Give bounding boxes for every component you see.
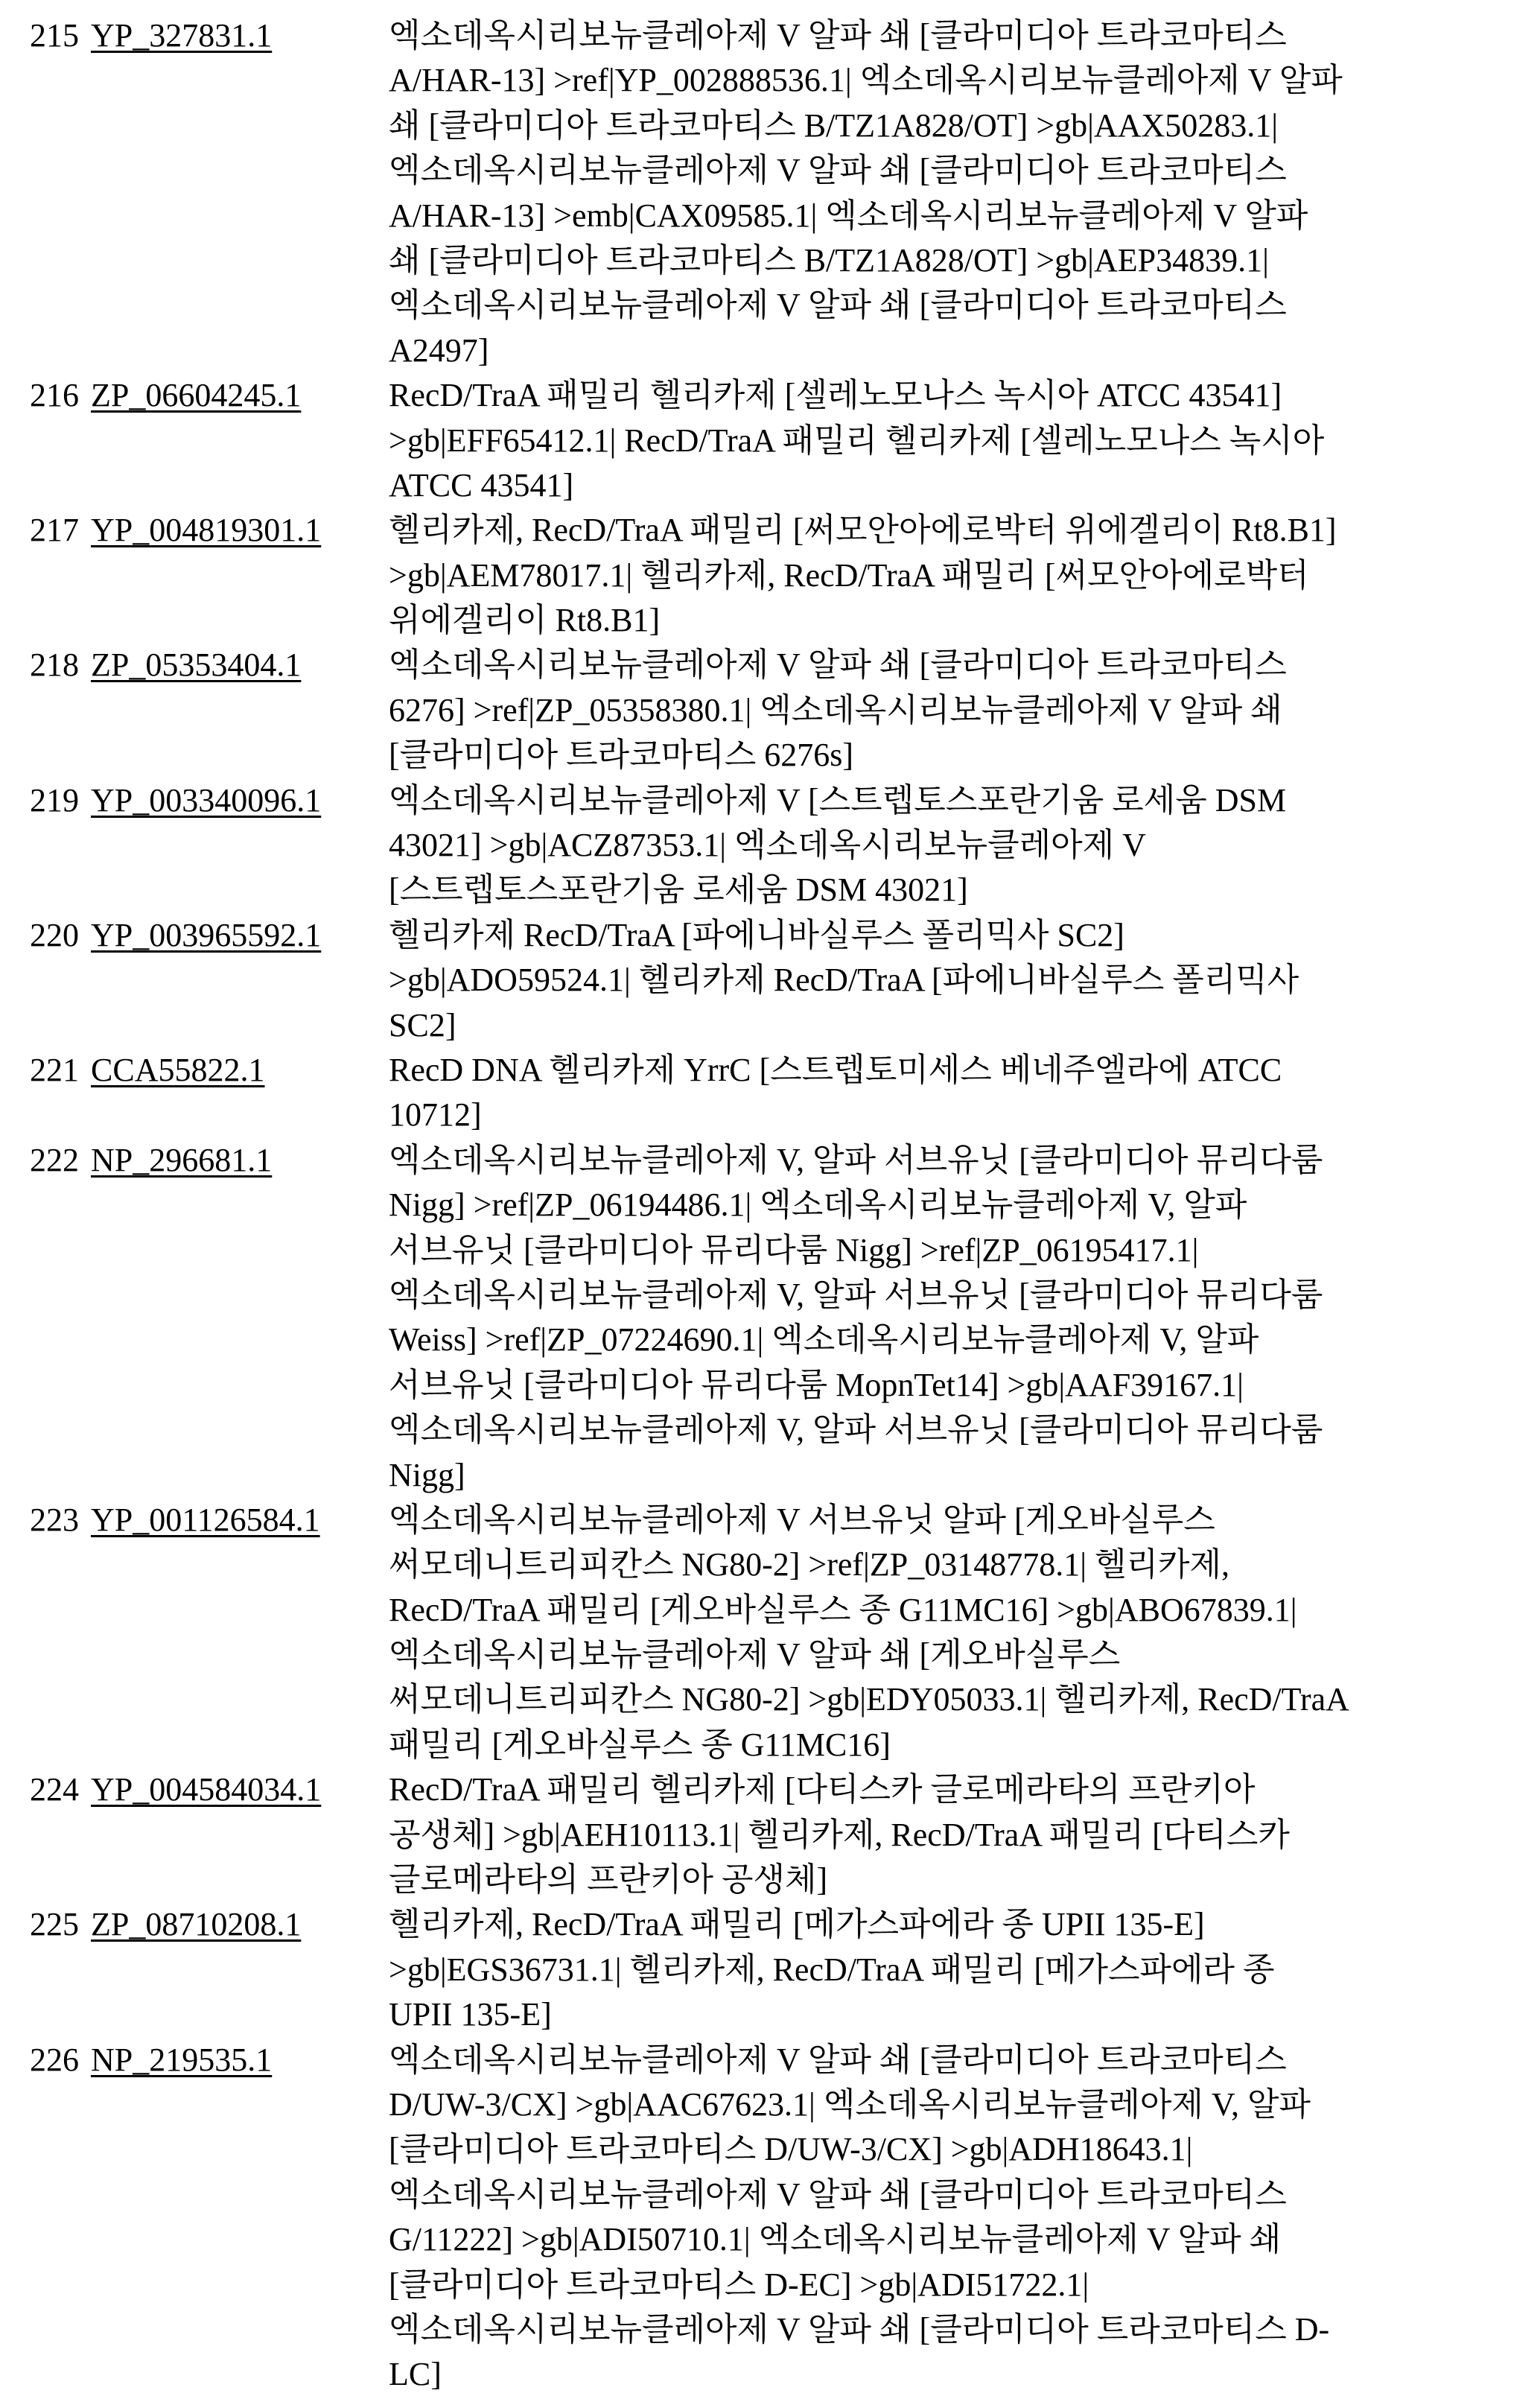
row-number: 222 <box>0 1138 91 1183</box>
description-line: >gb|AEM78017.1| 헬리카제, RecD/TraA 패밀리 [써모안아에로박터 <box>389 553 1491 598</box>
description-line: 엑소데옥시리보뉴클레아제 V 알파 쇄 [클라미디아 트라코마티스 <box>389 283 1491 328</box>
description-line: 엑소데옥시리보뉴클레아제 V, 알파 서브유닛 [클라미디아 뮤리다룸 <box>389 1273 1491 1318</box>
description-line: 헬리카제, RecD/TraA 패밀리 [메가스파에라 종 UPII 135-E] <box>389 1902 1491 1947</box>
table-row <box>0 913 1540 1048</box>
description-line: 엑소데옥시리보뉴클레아제 V 알파 쇄 [클라미디아 트라코마티스 <box>389 643 1491 687</box>
description-line: [클라미디아 트라코마티스 D-EC] >gb|ADI51722.1| <box>389 2263 1491 2307</box>
row-number: 226 <box>0 2038 91 2082</box>
description <box>389 1902 1491 2037</box>
description-line: SC2] <box>389 1003 1491 1048</box>
description-line: 엑소데옥시리보뉴클레아제 V 알파 쇄 [클라미디아 트라코마티스 D- <box>389 2307 1491 2352</box>
description-line: 엑소데옥시리보뉴클레아제 V 알파 쇄 [클라미디아 트라코마티스 <box>389 2038 1491 2082</box>
table-row <box>0 1767 1540 1902</box>
description-line: 헬리카제 RecD/TraA [파에니바실루스 폴리믹사 SC2] <box>389 913 1491 958</box>
description-line: A/HAR-13] >ref|YP_002888536.1| 엑소데옥시리보뉴클레아제 V 알파 <box>389 58 1491 103</box>
table-row <box>0 13 1540 373</box>
description-line: >gb|EFF65412.1| RecD/TraA 패밀리 헬리카제 [셀레노모나스 녹시아 <box>389 419 1491 463</box>
description-line: 엑소데옥시리보뉴클레아제 V 알파 쇄 [클라미디아 트라코마티스 <box>389 148 1491 193</box>
description-line: >gb|ADO59524.1| 헬리카제 RecD/TraA [파에니바실루스 폴리믹사 <box>389 958 1491 1003</box>
table-row <box>0 1138 1540 1498</box>
table-row <box>0 373 1540 508</box>
description-line: [클라미디아 트라코마티스 6276s] <box>389 733 1491 778</box>
row-number: 223 <box>0 1498 91 1542</box>
accession-link[interactable]: YP_004819301.1 <box>91 508 389 553</box>
description-line: 엑소데옥시리보뉴클레아제 V, 알파 서브유닛 [클라미디아 뮤리다룸 <box>389 1408 1491 1452</box>
description-line: 엑소데옥시리보뉴클레아제 V 알파 쇄 [게오바실루스 <box>389 1633 1491 1677</box>
description-line: 공생체] >gb|AEH10113.1| 헬리카제, RecD/TraA 패밀리 [다티스카 <box>389 1813 1491 1858</box>
row-number: 224 <box>0 1767 91 1812</box>
description-line: A/HAR-13] >emb|CAX09585.1| 엑소데옥시리보뉴클레아제 V 알파 <box>389 194 1491 238</box>
description-line: G/11222] >gb|ADI50710.1| 엑소데옥시리보뉴클레아제 V 알파 쇄 <box>389 2217 1491 2262</box>
accession-link[interactable]: NP_219535.1 <box>91 2038 389 2082</box>
table-row <box>0 508 1540 643</box>
row-number: 219 <box>0 778 91 823</box>
description-line: >gb|EGS36731.1| 헬리카제, RecD/TraA 패밀리 [메가스파에라 종 <box>389 1948 1491 1992</box>
description <box>389 778 1491 913</box>
description-line: 엑소데옥시리보뉴클레아제 V 알파 쇄 [클라미디아 트라코마티스 <box>389 13 1491 58</box>
description-line: 6276] >ref|ZP_05358380.1| 엑소데옥시리보뉴클레아제 V 알파 쇄 <box>389 688 1491 733</box>
description-line: RecD/TraA 패밀리 헬리카제 [다티스카 글로메라타의 프란키아 <box>389 1767 1491 1812</box>
description-line: [스트렙토스포란기움 로세움 DSM 43021] <box>389 868 1491 912</box>
accession-link[interactable]: YP_001126584.1 <box>91 1498 389 1542</box>
table-row <box>0 643 1540 778</box>
row-number: 221 <box>0 1048 91 1093</box>
description-line: 써모데니트리피칸스 NG80-2] >ref|ZP_03148778.1| 헬리카제, <box>389 1542 1491 1587</box>
sequence-table <box>0 13 1540 2398</box>
description-line: 헬리카제, RecD/TraA 패밀리 [써모안아에로박터 위에겔리이 Rt8.B1] <box>389 508 1491 553</box>
description-line: Nigg] >ref|ZP_06194486.1| 엑소데옥시리보뉴클레아제 V, 알파 <box>389 1183 1491 1227</box>
table-row <box>0 2038 1540 2398</box>
description-line: 패밀리 [게오바실루스 종 G11MC16] <box>389 1723 1491 1767</box>
description-line: 10712] <box>389 1093 1491 1137</box>
row-number: 215 <box>0 13 91 58</box>
accession-link[interactable]: NP_296681.1 <box>91 1138 389 1183</box>
description <box>389 913 1491 1048</box>
table-row <box>0 1498 1540 1767</box>
description <box>389 1048 1491 1138</box>
description-line: 쇄 [클라미디아 트라코마티스 B/TZ1A828/OT] >gb|AEP34839.1| <box>389 238 1491 283</box>
accession-link[interactable]: ZP_08710208.1 <box>91 1902 389 1947</box>
table-row <box>0 1048 1540 1138</box>
description-line: 쇄 [클라미디아 트라코마티스 B/TZ1A828/OT] >gb|AAX50283.1| <box>389 104 1491 148</box>
description-line: Weiss] >ref|ZP_07224690.1| 엑소데옥시리보뉴클레아제 V, 알파 <box>389 1318 1491 1362</box>
description-line: RecD/TraA 패밀리 헬리카제 [셀레노모나스 녹시아 ATCC 43541] <box>389 373 1491 418</box>
description-line: 엑소데옥시리보뉴클레아제 V, 알파 서브유닛 [클라미디아 뮤리다룸 <box>389 1138 1491 1183</box>
accession-link[interactable]: CCA55822.1 <box>91 1048 389 1093</box>
description <box>389 13 1491 373</box>
description <box>389 1498 1491 1767</box>
description <box>389 508 1491 643</box>
description-line: RecD/TraA 패밀리 [게오바실루스 종 G11MC16] >gb|ABO67839.1| <box>389 1588 1491 1633</box>
description-line: 43021] >gb|ACZ87353.1| 엑소데옥시리보뉴클레아제 V <box>389 823 1491 868</box>
row-number: 220 <box>0 913 91 958</box>
table-row <box>0 1902 1540 2037</box>
description-line: 써모데니트리피칸스 NG80-2] >gb|EDY05033.1| 헬리카제, RecD/TraA <box>389 1677 1491 1722</box>
description-line: 엑소데옥시리보뉴클레아제 V 서브유닛 알파 [게오바실루스 <box>389 1498 1491 1542</box>
description <box>389 643 1491 778</box>
description-line: Nigg] <box>389 1453 1491 1498</box>
description-line: 서브유닛 [클라미디아 뮤리다룸 Nigg] >ref|ZP_06195417.1| <box>389 1228 1491 1273</box>
description-line: A2497] <box>389 328 1491 373</box>
description <box>389 1767 1491 1902</box>
table-row <box>0 778 1540 913</box>
description-line: D/UW-3/CX] >gb|AAC67623.1| 엑소데옥시리보뉴클레아제 V, 알파 <box>389 2082 1491 2127</box>
description-line: RecD DNA 헬리카제 YrrC [스트렙토미세스 베네주엘라에 ATCC <box>389 1048 1491 1093</box>
description-line: [클라미디아 트라코마티스 D/UW-3/CX] >gb|ADH18643.1| <box>389 2127 1491 2172</box>
row-number: 218 <box>0 643 91 687</box>
accession-link[interactable]: ZP_06604245.1 <box>91 373 389 418</box>
accession-link[interactable]: YP_327831.1 <box>91 13 389 58</box>
description-line: 글로메라타의 프란키아 공생체] <box>389 1858 1491 1902</box>
row-number: 225 <box>0 1902 91 1947</box>
row-number: 216 <box>0 373 91 418</box>
description <box>389 1138 1491 1498</box>
description-line: LC] <box>389 2352 1491 2397</box>
description-line: 위에겔리이 Rt8.B1] <box>389 598 1491 643</box>
accession-link[interactable]: YP_003965592.1 <box>91 913 389 958</box>
description-line: ATCC 43541] <box>389 463 1491 508</box>
description-line: 엑소데옥시리보뉴클레아제 V [스트렙토스포란기움 로세움 DSM <box>389 778 1491 823</box>
accession-link[interactable]: YP_004584034.1 <box>91 1767 389 1812</box>
accession-link[interactable]: YP_003340096.1 <box>91 778 389 823</box>
description-line: 서브유닛 [클라미디아 뮤리다룸 MopnTet14] >gb|AAF39167.1| <box>389 1363 1491 1408</box>
description-line: UPII 135-E] <box>389 1992 1491 2037</box>
description <box>389 373 1491 508</box>
row-number: 217 <box>0 508 91 553</box>
accession-link[interactable]: ZP_05353404.1 <box>91 643 389 687</box>
description <box>389 2038 1491 2398</box>
description-line: 엑소데옥시리보뉴클레아제 V 알파 쇄 [클라미디아 트라코마티스 <box>389 2173 1491 2217</box>
